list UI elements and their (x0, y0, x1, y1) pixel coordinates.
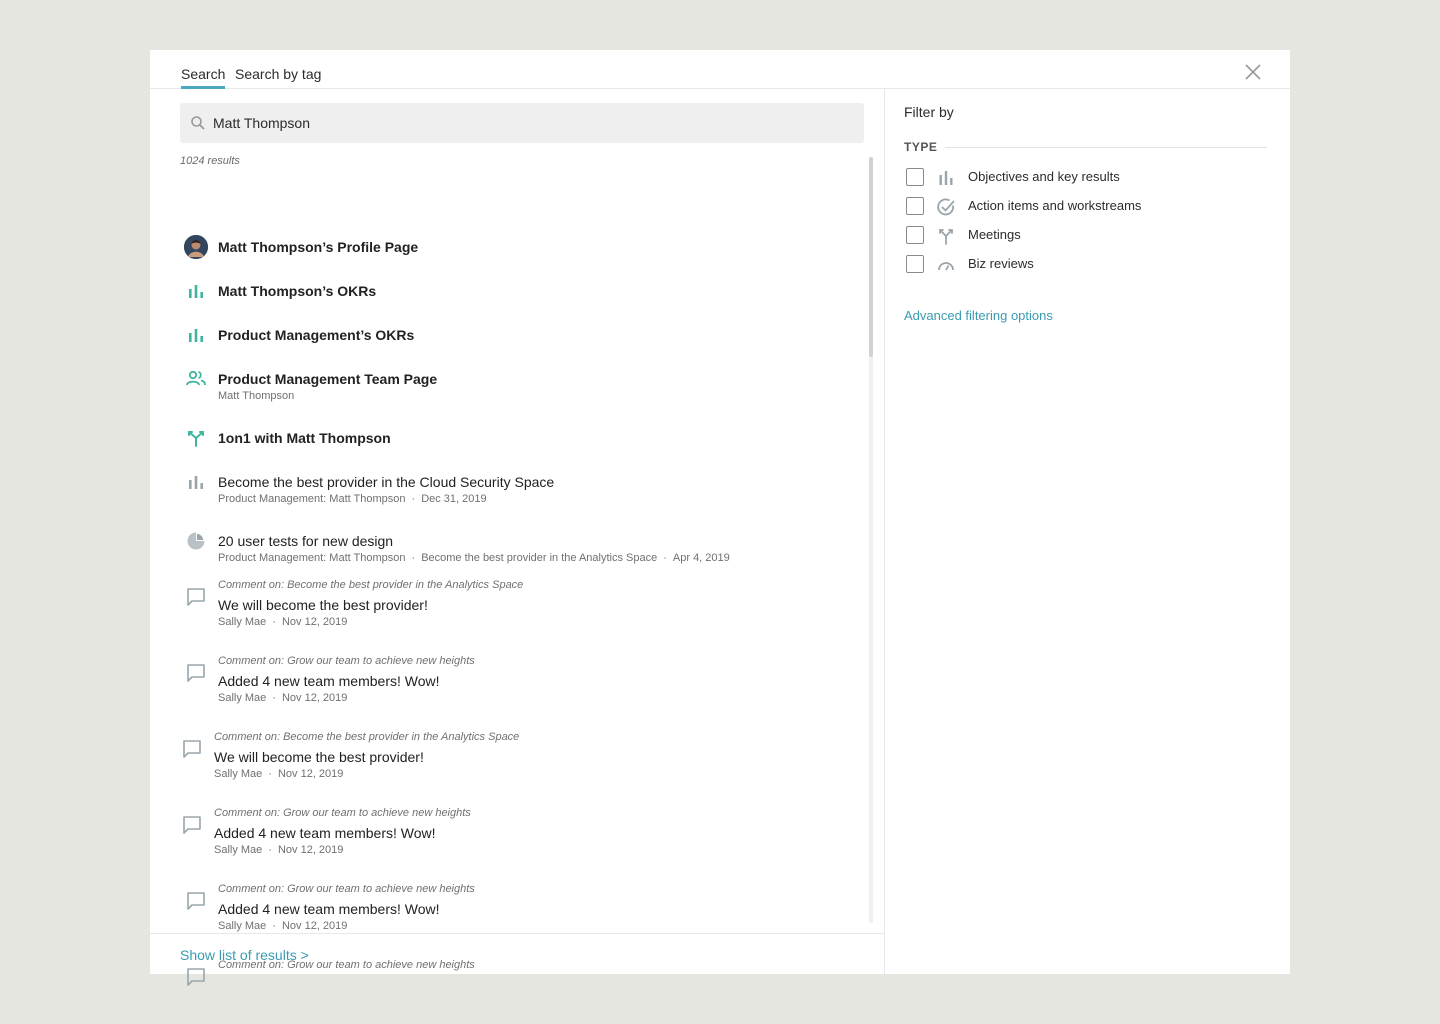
comment-meta: Sally Mae · Nov 12, 2019 (218, 920, 348, 932)
comment-text: We will become the best provider! (218, 597, 428, 613)
search-field[interactable] (180, 103, 864, 143)
results-panel (150, 89, 884, 974)
result-title: 1on1 with Matt Thompson (218, 430, 391, 446)
tab-search[interactable]: Search (181, 66, 225, 89)
comment-date: Nov 12, 2019 (281, 616, 348, 628)
comment-meta: Sally Mae · Nov 12, 2019 (214, 844, 344, 856)
checkbox[interactable] (906, 197, 924, 215)
check-circle-icon (936, 197, 956, 217)
filter-option-label: Action items and workstreams (968, 198, 1142, 213)
filter-panel (884, 89, 1290, 974)
comment-author: Sally Mae (218, 616, 267, 628)
comment-author: Sally Mae (218, 920, 267, 932)
comment-context: Comment on: Grow our team to achieve new heights (218, 655, 475, 667)
result-comment[interactable] (184, 883, 824, 939)
filter-title: Filter by (904, 104, 954, 120)
tab-search-by-tag[interactable]: Search by tag (235, 66, 322, 82)
results-footer (150, 933, 884, 974)
filter-option-label: Biz reviews (968, 256, 1034, 271)
result-title: Become the best provider in the Cloud Security Space (218, 474, 555, 490)
comment-date: Nov 12, 2019 (281, 920, 348, 932)
result-title: Matt Thompson’s Profile Page (218, 239, 419, 255)
comment-author: Sally Mae (214, 768, 263, 780)
advanced-filtering-link[interactable]: Advanced filtering options (904, 308, 1053, 323)
comment-meta: Sally Mae · Nov 12, 2019 (218, 692, 348, 704)
comment-author: Sally Mae (214, 844, 263, 856)
pie-chart-icon (184, 529, 208, 553)
filter-option-label: Objectives and key results (968, 169, 1120, 184)
result-comment[interactable] (180, 731, 820, 787)
tab-bar (150, 50, 1290, 89)
comment-icon (180, 737, 204, 761)
comment-text: We will become the best provider! (214, 749, 424, 765)
search-input[interactable] (213, 103, 833, 143)
checkbox[interactable] (906, 168, 924, 186)
comment-context: Comment on: Become the best provider in the Analytics Space (214, 731, 520, 743)
result-comment[interactable] (184, 579, 824, 635)
comment-date: Nov 12, 2019 (277, 768, 344, 780)
bar-chart-icon (184, 470, 208, 494)
result-subtitle: Matt Thompson (218, 390, 295, 402)
result-meta: Product Management: Matt Thompson · Dec 31, 2019 (218, 493, 487, 505)
meeting-icon (936, 226, 956, 246)
result-meeting[interactable] (184, 426, 824, 452)
comment-text: Added 4 new team members! Wow! (214, 825, 436, 841)
result-okr[interactable] (184, 323, 824, 349)
result-comment[interactable] (184, 655, 824, 711)
result-objective[interactable] (184, 470, 844, 510)
result-profile-page[interactable] (184, 235, 824, 261)
meta-team: Product Management: Matt Thompson (218, 493, 406, 505)
result-title: Product Management’s OKRs (218, 327, 415, 343)
comment-icon (180, 813, 204, 837)
comment-context: Comment on: Grow our team to achieve new heights (218, 959, 475, 971)
comment-date: Nov 12, 2019 (277, 844, 344, 856)
filter-option-biz-reviews[interactable] (906, 254, 1266, 274)
search-modal (150, 50, 1290, 974)
team-icon (184, 367, 208, 391)
result-meta: Product Management: Matt Thompson · Become the best provider in the Analytics Space · Apr 4, 2019 (218, 552, 730, 564)
filter-option-meetings[interactable] (906, 225, 1266, 245)
avatar (184, 235, 208, 259)
meta-team: Product Management: Matt Thompson (218, 552, 406, 564)
meta-date: Dec 31, 2019 (421, 493, 487, 505)
result-comment[interactable] (180, 807, 820, 863)
search-icon (190, 115, 206, 131)
result-key-result[interactable] (184, 529, 864, 569)
results-count: 1024 results (180, 155, 240, 167)
checkbox[interactable] (906, 226, 924, 244)
bar-chart-icon (184, 323, 208, 347)
meta-parent: Become the best provider in the Analytics Space (421, 552, 658, 564)
comment-icon (184, 661, 208, 685)
comment-context: Comment on: Grow our team to achieve new heights (214, 807, 471, 819)
result-title: Product Management Team Page (218, 371, 438, 387)
result-team-page[interactable] (184, 367, 824, 407)
divider (945, 147, 1267, 148)
close-icon[interactable] (1243, 62, 1263, 82)
meta-date: Apr 4, 2019 (672, 552, 730, 564)
bar-chart-icon (936, 168, 956, 188)
gauge-icon (936, 255, 956, 275)
show-list-link[interactable]: Show list of results > (180, 947, 309, 963)
result-okr[interactable] (184, 279, 824, 305)
meeting-icon (184, 426, 208, 450)
comment-context: Comment on: Become the best provider in the Analytics Space (218, 579, 524, 591)
comment-text: Added 4 new team members! Wow! (218, 901, 440, 917)
checkbox[interactable] (906, 255, 924, 273)
comment-meta: Sally Mae · Nov 12, 2019 (214, 768, 344, 780)
comment-author: Sally Mae (218, 692, 267, 704)
comment-context: Comment on: Grow our team to achieve new heights (218, 883, 475, 895)
scrollbar-thumb[interactable] (869, 157, 873, 357)
result-title: 20 user tests for new design (218, 533, 394, 549)
comment-date: Nov 12, 2019 (281, 692, 348, 704)
result-title: Matt Thompson’s OKRs (218, 283, 377, 299)
filter-option-okr[interactable] (906, 167, 1266, 187)
comment-icon (184, 889, 208, 913)
comment-text: Added 4 new team members! Wow! (218, 673, 440, 689)
filter-option-label: Meetings (968, 227, 1021, 242)
comment-icon (184, 585, 208, 609)
bar-chart-icon (184, 279, 208, 303)
filter-option-action-items[interactable] (906, 196, 1266, 216)
comment-meta: Sally Mae · Nov 12, 2019 (218, 616, 348, 628)
type-section-label: TYPE (904, 140, 938, 154)
